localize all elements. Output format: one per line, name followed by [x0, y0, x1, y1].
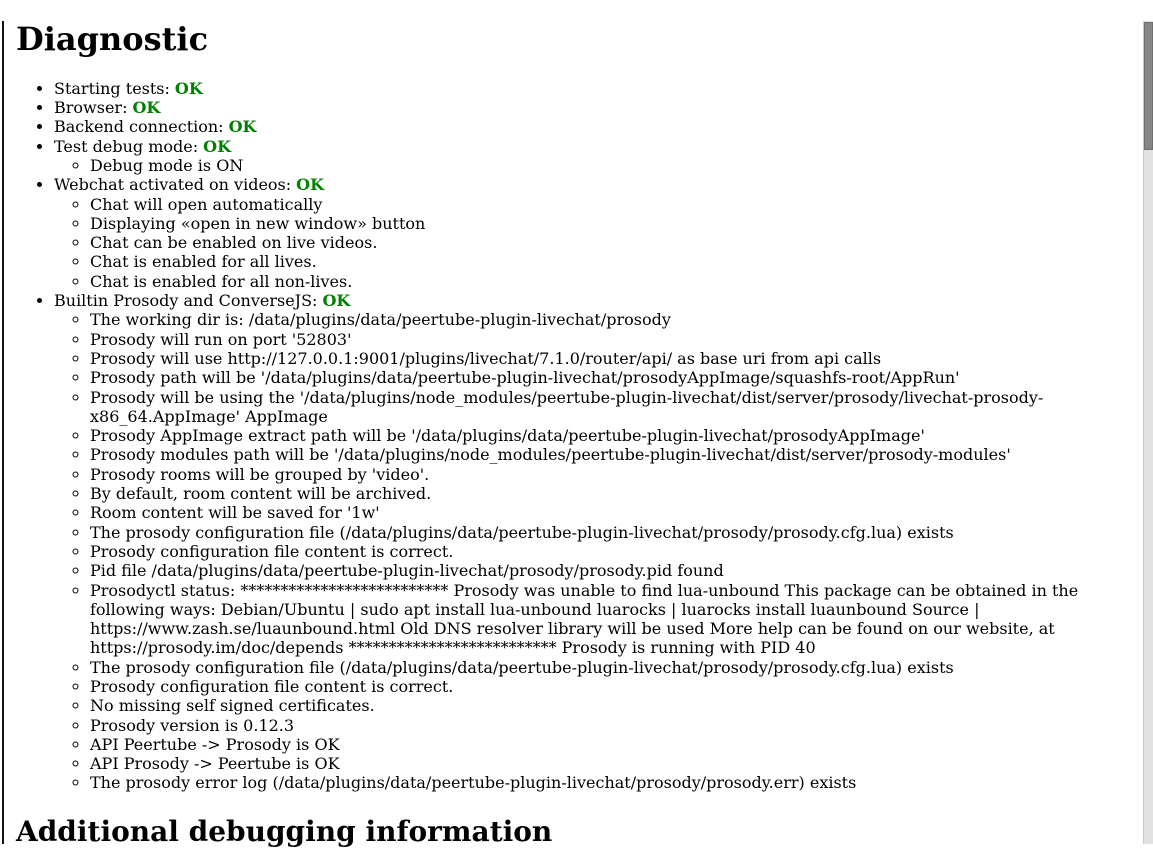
- test-label: Browser:: [54, 98, 128, 118]
- prosody-sublist: [54, 310, 1125, 792]
- debug-mode-sublist: [54, 156, 1125, 175]
- test-subitem: ◦ No missing self signed certificates.: [90, 696, 1125, 715]
- test-subitem: ◦ Chat is enabled for all lives.: [90, 252, 1125, 271]
- test-subitem: ◦ Prosody rooms will be grouped by 'video'.: [90, 465, 1125, 484]
- test-subitem: ◦ Prosody will be using the '/data/plugins/node_modules/peertube-plugin-livechat/dist/server/prosody/livechat-prosody-x86_64.AppImage' AppImage: [90, 388, 1125, 427]
- test-label: Backend connection:: [54, 117, 224, 137]
- status-ok-badge: OK: [228, 117, 257, 137]
- scrollbar-track[interactable]: [1143, 21, 1153, 844]
- test-item-backend-connection: [54, 117, 1125, 136]
- test-subitem: ◦ Displaying «open in new window» button: [90, 214, 1125, 233]
- test-subitem: ◦ API Prosody -> Peertube is OK: [90, 754, 1125, 773]
- test-subitem: ◦ Debug mode is ON: [90, 156, 1125, 175]
- test-subitem: ◦ Chat can be enabled on live videos.: [90, 233, 1125, 252]
- status-ok-badge: OK: [174, 78, 203, 98]
- diagnostic-list: [16, 79, 1125, 793]
- test-item-starting-tests: [54, 79, 1125, 98]
- test-subitem: ◦ Prosody version is 0.12.3: [90, 716, 1125, 735]
- test-subitem: ◦ API Peertube -> Prosody is OK: [90, 735, 1125, 754]
- test-item-webchat-activated: [54, 175, 1125, 291]
- window-left-border: [2, 21, 4, 844]
- test-subitem: ◦ The prosody error log (/data/plugins/data/peertube-plugin-livechat/prosody/prosody.err) exists: [90, 773, 1125, 792]
- page-title: Diagnostic: [16, 20, 209, 58]
- status-ok-badge: OK: [203, 136, 231, 156]
- status-ok-badge: OK: [132, 98, 161, 118]
- scrollbar-thumb[interactable]: [1144, 22, 1153, 150]
- test-subitem: ◦ Prosody configuration file content is correct.: [90, 542, 1125, 561]
- test-subitem: ◦ Prosody path will be '/data/plugins/data/peertube-plugin-livechat/prosodyAppImage/squashfs-root/AppRun': [90, 368, 1125, 387]
- test-subitem: ◦ Prosody AppImage extract path will be '/data/plugins/data/peertube-plugin-livechat/prosodyAppImage': [90, 426, 1125, 445]
- test-subitem: ◦ Prosody modules path will be '/data/plugins/node_modules/peertube-plugin-livechat/dist/server/prosody-modules': [90, 445, 1125, 464]
- test-subitem: ◦ The prosody configuration file (/data/plugins/data/peertube-plugin-livechat/prosody/prosody.cfg.lua) exists: [90, 658, 1125, 677]
- test-subitem: ◦ Prosody will use http://127.0.0.1:9001/plugins/livechat/7.1.0/router/api/ as base uri from api calls: [90, 349, 1125, 368]
- test-subitem: ◦ Chat will open automatically: [90, 195, 1125, 214]
- test-subitem: ◦ Chat is enabled for all non-lives.: [90, 272, 1125, 291]
- additional-debugging-heading: Additional debugging information: [16, 814, 553, 848]
- test-subitem: ◦ Pid file /data/plugins/data/peertube-plugin-livechat/prosody/prosody.pid found: [90, 561, 1125, 580]
- test-item-builtin-prosody: [54, 291, 1125, 793]
- diagnostic-page: [0, 21, 1143, 848]
- test-subitem-prosodyctl-status: ◦ Prosodyctl status: ************************** Prosody was unable to find lua-unbound This package can be obtained in the following ways: Debian/Ubuntu | sudo apt install lua-unbound luarocks | luarocks install luaunbound Source | https://www.zash.se/luaunbound.html Old DNS resolver library will be used More help can be found on our website, at https://prosody.im/doc/depends ************************** Prosody is running with PID 40: [90, 581, 1125, 658]
- test-label: Test debug mode:: [54, 136, 199, 156]
- test-item-browser: [54, 98, 1125, 117]
- test-label: Webchat activated on videos:: [54, 175, 292, 195]
- test-label: Builtin Prosody and ConverseJS:: [54, 291, 318, 311]
- test-label: Starting tests:: [54, 78, 170, 98]
- status-ok-badge: OK: [296, 175, 324, 195]
- test-subitem: ◦ Room content will be saved for '1w': [90, 503, 1125, 522]
- test-subitem: ◦ The working dir is: /data/plugins/data/peertube-plugin-livechat/prosody: [90, 310, 1125, 329]
- test-subitem: ◦ By default, room content will be archived.: [90, 484, 1125, 503]
- webchat-sublist: [54, 195, 1125, 291]
- test-item-debug-mode: [54, 137, 1125, 176]
- test-subitem: ◦ Prosody configuration file content is correct.: [90, 677, 1125, 696]
- status-ok-badge: OK: [322, 291, 351, 311]
- test-subitem: ◦ Prosody will run on port '52803': [90, 330, 1125, 349]
- test-subitem: ◦ The prosody configuration file (/data/plugins/data/peertube-plugin-livechat/prosody/prosody.cfg.lua) exists: [90, 523, 1125, 542]
